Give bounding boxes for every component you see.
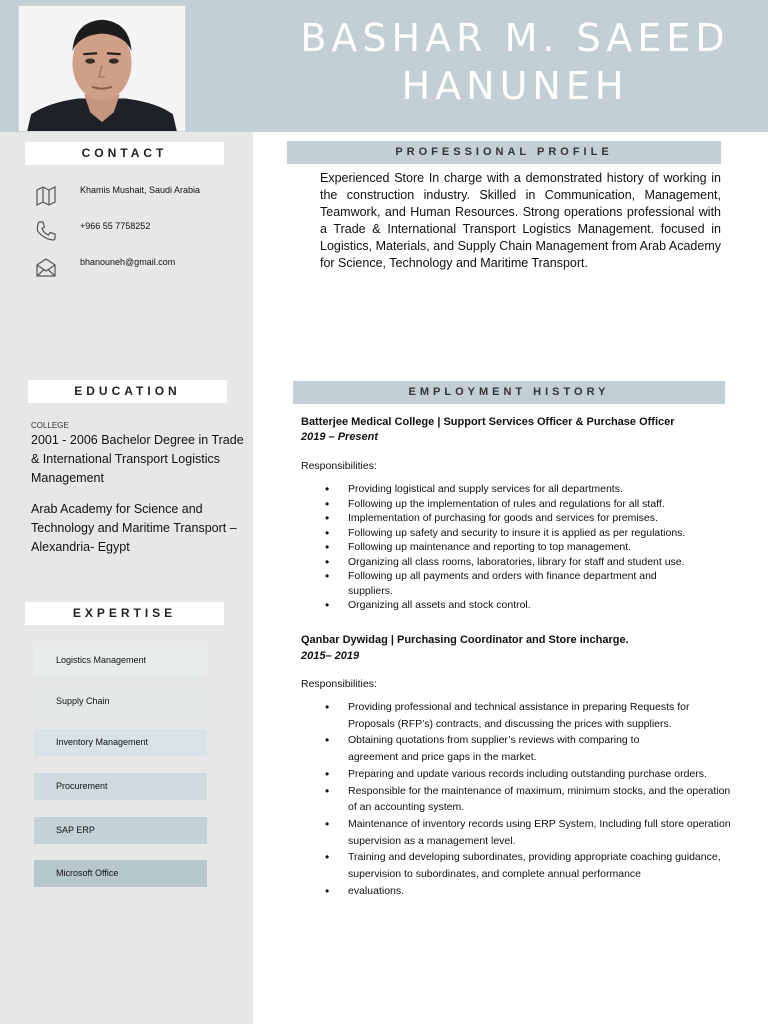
phone-icon — [34, 219, 58, 243]
list-item: • Preparing and update various records including outstanding purchase orders. — [322, 766, 732, 783]
duties-list — [322, 699, 732, 899]
list-item: • Following up all payments and orders with finance department and suppliers. — [322, 569, 732, 598]
contact-email — [34, 255, 175, 279]
expertise-item: Supply Chain — [34, 688, 207, 715]
profile-text: Experienced Store In charge with a demonstrated history of working in the construction industry. Skilled in Communication, Management, Teamwork, and Human Resources. Strong operations professional with a Trade & International Transport Logistics Management. focused in Logistics, Materials, and Supply Chain Management from Arab Academy for Science, Technology and Maritime Transport. — [320, 171, 721, 270]
employment-heading: EMPLOYMENT HISTORY — [293, 381, 725, 404]
address-text: Khamis Mushait, Saudi Arabia — [80, 185, 201, 195]
profile-heading: PROFESSIONAL PROFILE — [287, 141, 721, 164]
job-title: Qanbar Dywidag | Purchasing Coordinator and Store incharge. — [301, 634, 629, 646]
map-icon — [34, 183, 58, 207]
list-item: • evaluations. — [322, 883, 732, 900]
list-item: • Providing logistical and supply services for all departments. — [322, 482, 732, 497]
profile-photo — [18, 5, 186, 132]
list-item: • Following up the implementation of rules and regulations for all staff. — [322, 497, 732, 512]
list-item: • Maintenance of inventory records using ERP System, Including full store operation supervision as a management level. — [322, 816, 732, 849]
name-line-1: BASHAR M. SAEED — [300, 16, 730, 60]
list-item: • Responsible for the maintenance of maximum, minimum stocks, and the operation of an accounting system. — [322, 783, 732, 816]
education-degree: 2001 - 2006 Bachelor Degree in Trade & International Transport Logistics Management — [31, 433, 244, 485]
name-line-2: HANUNEH — [401, 64, 629, 108]
expertise-heading: EXPERTISE — [25, 602, 224, 625]
list-item: • Training and developing subordinates, providing appropriate coaching guidance, supervision to subordinates, and complete annual performance — [322, 849, 732, 882]
list-item: • Organizing all assets and stock control. — [322, 598, 732, 613]
expertise-item: Logistics Management — [34, 647, 207, 674]
candidate-name — [300, 14, 730, 110]
responsibilities-label: Responsibilities: — [301, 460, 377, 472]
mail-icon — [34, 255, 58, 279]
expertise-item: Inventory Management — [34, 729, 207, 756]
expertise-item: SAP ERP — [34, 817, 207, 844]
list-item: • Following up maintenance and reporting to top management. — [322, 540, 732, 555]
list-item: • Following up safety and security to insure it is applied as per regulations. — [322, 526, 732, 541]
list-item: • Organizing all class rooms, laboratories, library for staff and student use. — [322, 555, 732, 570]
contact-phone — [34, 219, 150, 243]
education-heading: EDUCATION — [28, 380, 227, 403]
education-institution: Arab Academy for Science and Technology and Maritime Transport – Alexandria- Egypt — [31, 502, 237, 554]
job-dates: 2015– 2019 — [301, 650, 360, 662]
contact-heading: CONTACT — [25, 142, 224, 165]
responsibilities-label: Responsibilities: — [301, 678, 377, 690]
job-title: Batterjee Medical College | Support Services Officer & Purchase Officer — [301, 416, 675, 428]
job-dates: 2019 – Present — [301, 431, 379, 443]
expertise-item: Microsoft Office — [34, 860, 207, 887]
email-text[interactable]: bhanouneh@gmail.com — [80, 257, 176, 267]
list-item: • Implementation of purchasing for goods and services for premises. — [322, 511, 732, 526]
list-item: • Obtaining quotations from supplier’s reviews with comparing to agreement and price gaps in the market. — [322, 732, 732, 765]
education-label: COLLEGE — [31, 421, 69, 430]
contact-address — [34, 183, 200, 207]
list-item: • Providing professional and technical assistance in preparing Requests for Proposals (RFP’s) contracts, and discussing the prices with suppliers. — [322, 699, 732, 732]
duties-list — [322, 482, 732, 613]
expertise-item: Procurement — [34, 773, 207, 800]
phone-text[interactable]: +966 55 7758252 — [80, 221, 151, 231]
